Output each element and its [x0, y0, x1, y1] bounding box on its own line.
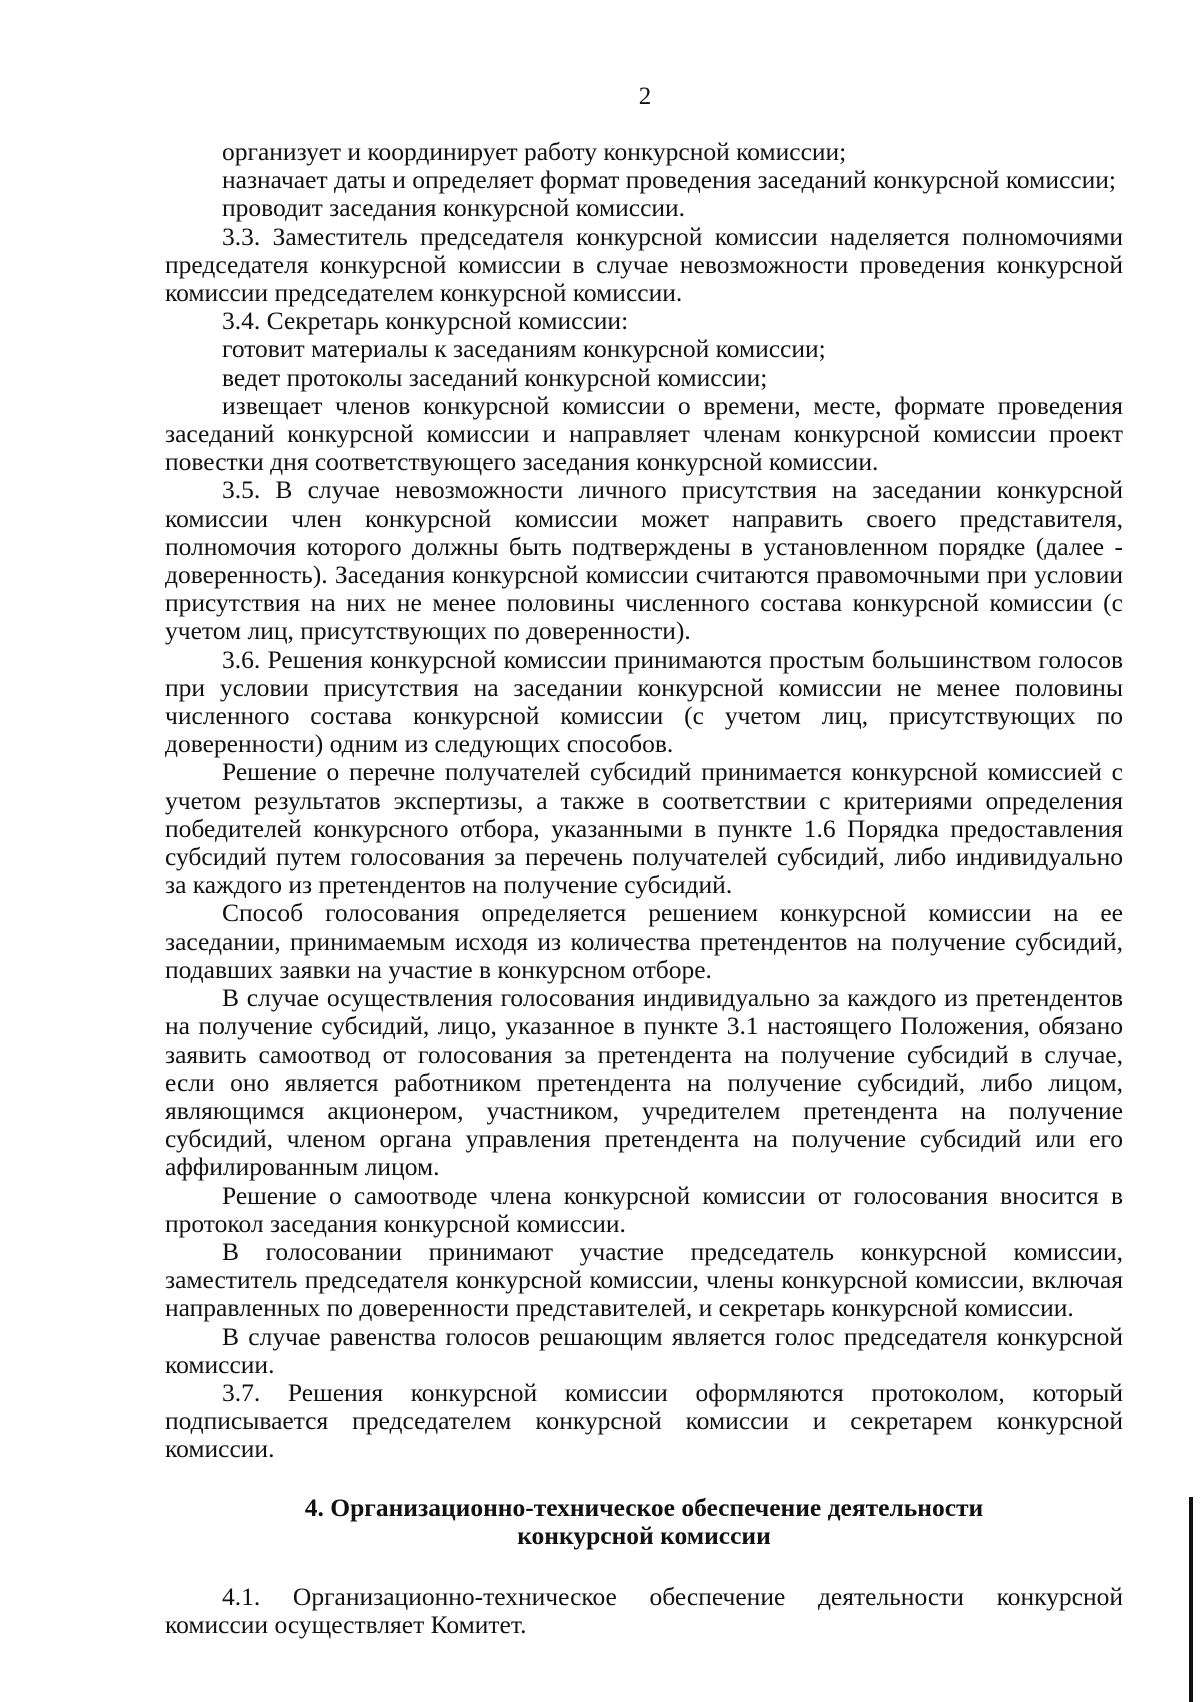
paragraph: назначает даты и определяет формат проведения заседаний конкурсной комиссии; — [222, 165, 1116, 195]
paragraph: Решение о перечне получателей субсидий принимается конкурсной комиссией с учетом результатов экспертизы, а также в соответствии с критериями определения победителей конкурсного отбора, указанными в пункте 1.6 Порядка предоставления субсидий путем голосования за перечень получателей субсидий, либо индивидуально за каждого из претендентов на получение субсидий. — [165, 757, 1123, 900]
clause-3-7: 3.7. Решения конкурсной комиссии оформляются протоколом, который подписывается председателем конкурсной комиссии и секретарем конкурсной комиссии. — [165, 1377, 1123, 1464]
section-heading-line-2: конкурсной комиссии — [517, 1521, 771, 1551]
clause-3-4: 3.4. Секретарь конкурсной комиссии: — [222, 306, 629, 336]
section-heading-line-1: 4. Организационно-техническое обеспечение деятельности — [304, 1492, 984, 1522]
paragraph: извещает членов конкурсной комиссии о времени, месте, формате проведения заседаний конкурсной комиссии и направляет членам конкурсной комиссии проект повестки дня соответствующего заседания конкурсной комиссии. — [165, 390, 1123, 477]
clause-3-3: 3.3. Заместитель председателя конкурсной комиссии наделяется полномочиями председателя конкурсной комиссии в случае невозможности проведения конкурсной комиссии председателем конкурсной комиссии. — [165, 221, 1123, 308]
paragraph: ведет протоколы заседаний конкурсной комиссии; — [222, 362, 768, 392]
paragraph: готовит материалы к заседаниям конкурсной комиссии; — [222, 334, 826, 364]
paragraph: В голосовании принимают участие председатель конкурсной комиссии, заместитель председателя конкурсной комиссии, члены конкурсной комиссии, включая направленных по доверенности представителей, и секретарь конкурсной комиссии. — [165, 1236, 1123, 1323]
paragraph: В случае осуществления голосования индивидуально за каждого из претендентов на получение субсидий, лицо, указанное в пункте 3.1 настоящего Положения, обязано заявить самоотвод от голосования за претендента на получение субсидий в случае, если оно является работником претендента на получение субсидий, либо лицом, являющимся акционером, участником, учредителем претендента на получение субсидий, членом органа управления претендента на получение субсидий или его аффилированным лицом. — [165, 983, 1123, 1182]
paragraph: В случае равенства голосов решающим является голос председателя конкурсной комиссии. — [165, 1321, 1123, 1379]
paragraph: Решение о самоотводе члена конкурсной комиссии от голосования вносится в протокол заседания конкурсной комиссии. — [165, 1180, 1123, 1238]
paragraph: организует и координирует работу конкурсной комиссии; — [222, 137, 847, 166]
clause-3-6: 3.6. Решения конкурсной комиссии принимаются простым большинством голосов при условии присутствия на заседании конкурсной комиссии не менее половины численного состава конкурсной комиссии (с учетом лиц, присутствующих по доверенности) одним из следующих способов. — [165, 644, 1123, 759]
document-body — [165, 138, 1123, 1639]
clause-4-1: 4.1. Организационно-техническое обеспечение деятельности конкурсной комиссии осуществляет Комитет. — [165, 1581, 1123, 1639]
paragraph: Способ голосования определяется решением конкурсной комиссии на ее заседании, принимаемым исходя из количества претендентов на получение субсидий, подавших заявки на участие в конкурсном отборе. — [165, 898, 1123, 984]
clause-3-5: 3.5. В случае невозможности личного присутствия на заседании конкурсной комиссии член конкурсной комиссии может направить своего представителя, полномочия которого должны быть подтверждены в установленном порядке (далее - доверенность). Заседания конкурсной комиссии считаются правомочными при условии присутствия на них не менее половины численного состава конкурсной комиссии (с учетом лиц, присутствующих по доверенности). — [165, 475, 1123, 646]
paragraph: проводит заседания конкурсной комиссии. — [222, 193, 686, 223]
page-number: 2 — [638, 83, 652, 110]
scan-edge-mark — [1189, 1497, 1193, 1702]
section-heading — [165, 1494, 1123, 1551]
